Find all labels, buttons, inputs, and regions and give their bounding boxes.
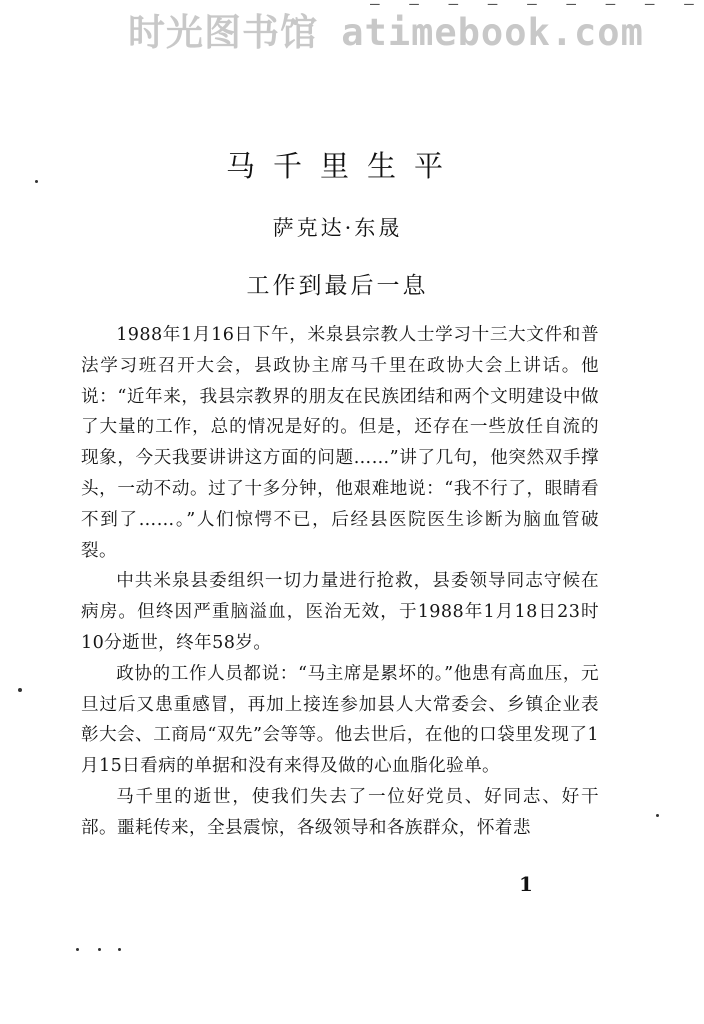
watermark: 时光图书馆 atimebook.com [128,11,644,54]
section-heading: 工作到最后一息 [246,273,429,299]
document-title: 马千里生平 [225,149,461,183]
scan-speck [118,948,121,951]
paragraph: 马千里的逝世，使我们失去了一位好党员、好同志、好干部。噩耗传来，全县震惊，各级领导和各族群众，怀着悲 [81,786,599,838]
header-marks: — — — — — — — — — [370,0,704,13]
scan-speck [656,814,659,817]
scan-speck [35,180,38,183]
page-number: 1 [519,872,533,896]
scan-speck [98,948,101,951]
paragraph: 1988年1月16日下午，米泉县宗教人士学习十三大文件和普法学习班召开大会，县政协主席马千里在政协大会上讲话。他说：“近年来，我县宗教界的朋友在民族团结和两个文明建设中做了大量的工作，总的情况是好的。但是，还存在一些放任自流的现象，今天我要讲讲这方面的问题……”讲了几句，他突然双手撑头，一动不动。过了十多分钟，他艰难地说：“我不行了，眼睛看不到了……。”人们惊愕不已，后经县医院医生诊断为脑血管破裂。 [81,325,599,561]
author-name: 萨克达·东晟 [272,216,403,240]
paragraph: 政协的工作人员都说：“马主席是累坏的。”他患有高血压，元旦过后又患重感冒，再加上接连参加县人大常委会、乡镇企业表彰大会、工商局“双先”会等等。他去世后，在他的口袋里发现了1月15日看病的单据和没有来得及做的心血脂化验单。 [81,663,599,777]
body-text [81,320,599,844]
paragraph: 中共米泉县委组织一切力量进行抢救，县委领导同志守候在病房。但终因严重脑溢血，医治无效，于1988年1月18日23时10分逝世，终年58岁。 [81,571,599,653]
scan-speck [18,688,22,692]
scan-speck [76,948,79,951]
